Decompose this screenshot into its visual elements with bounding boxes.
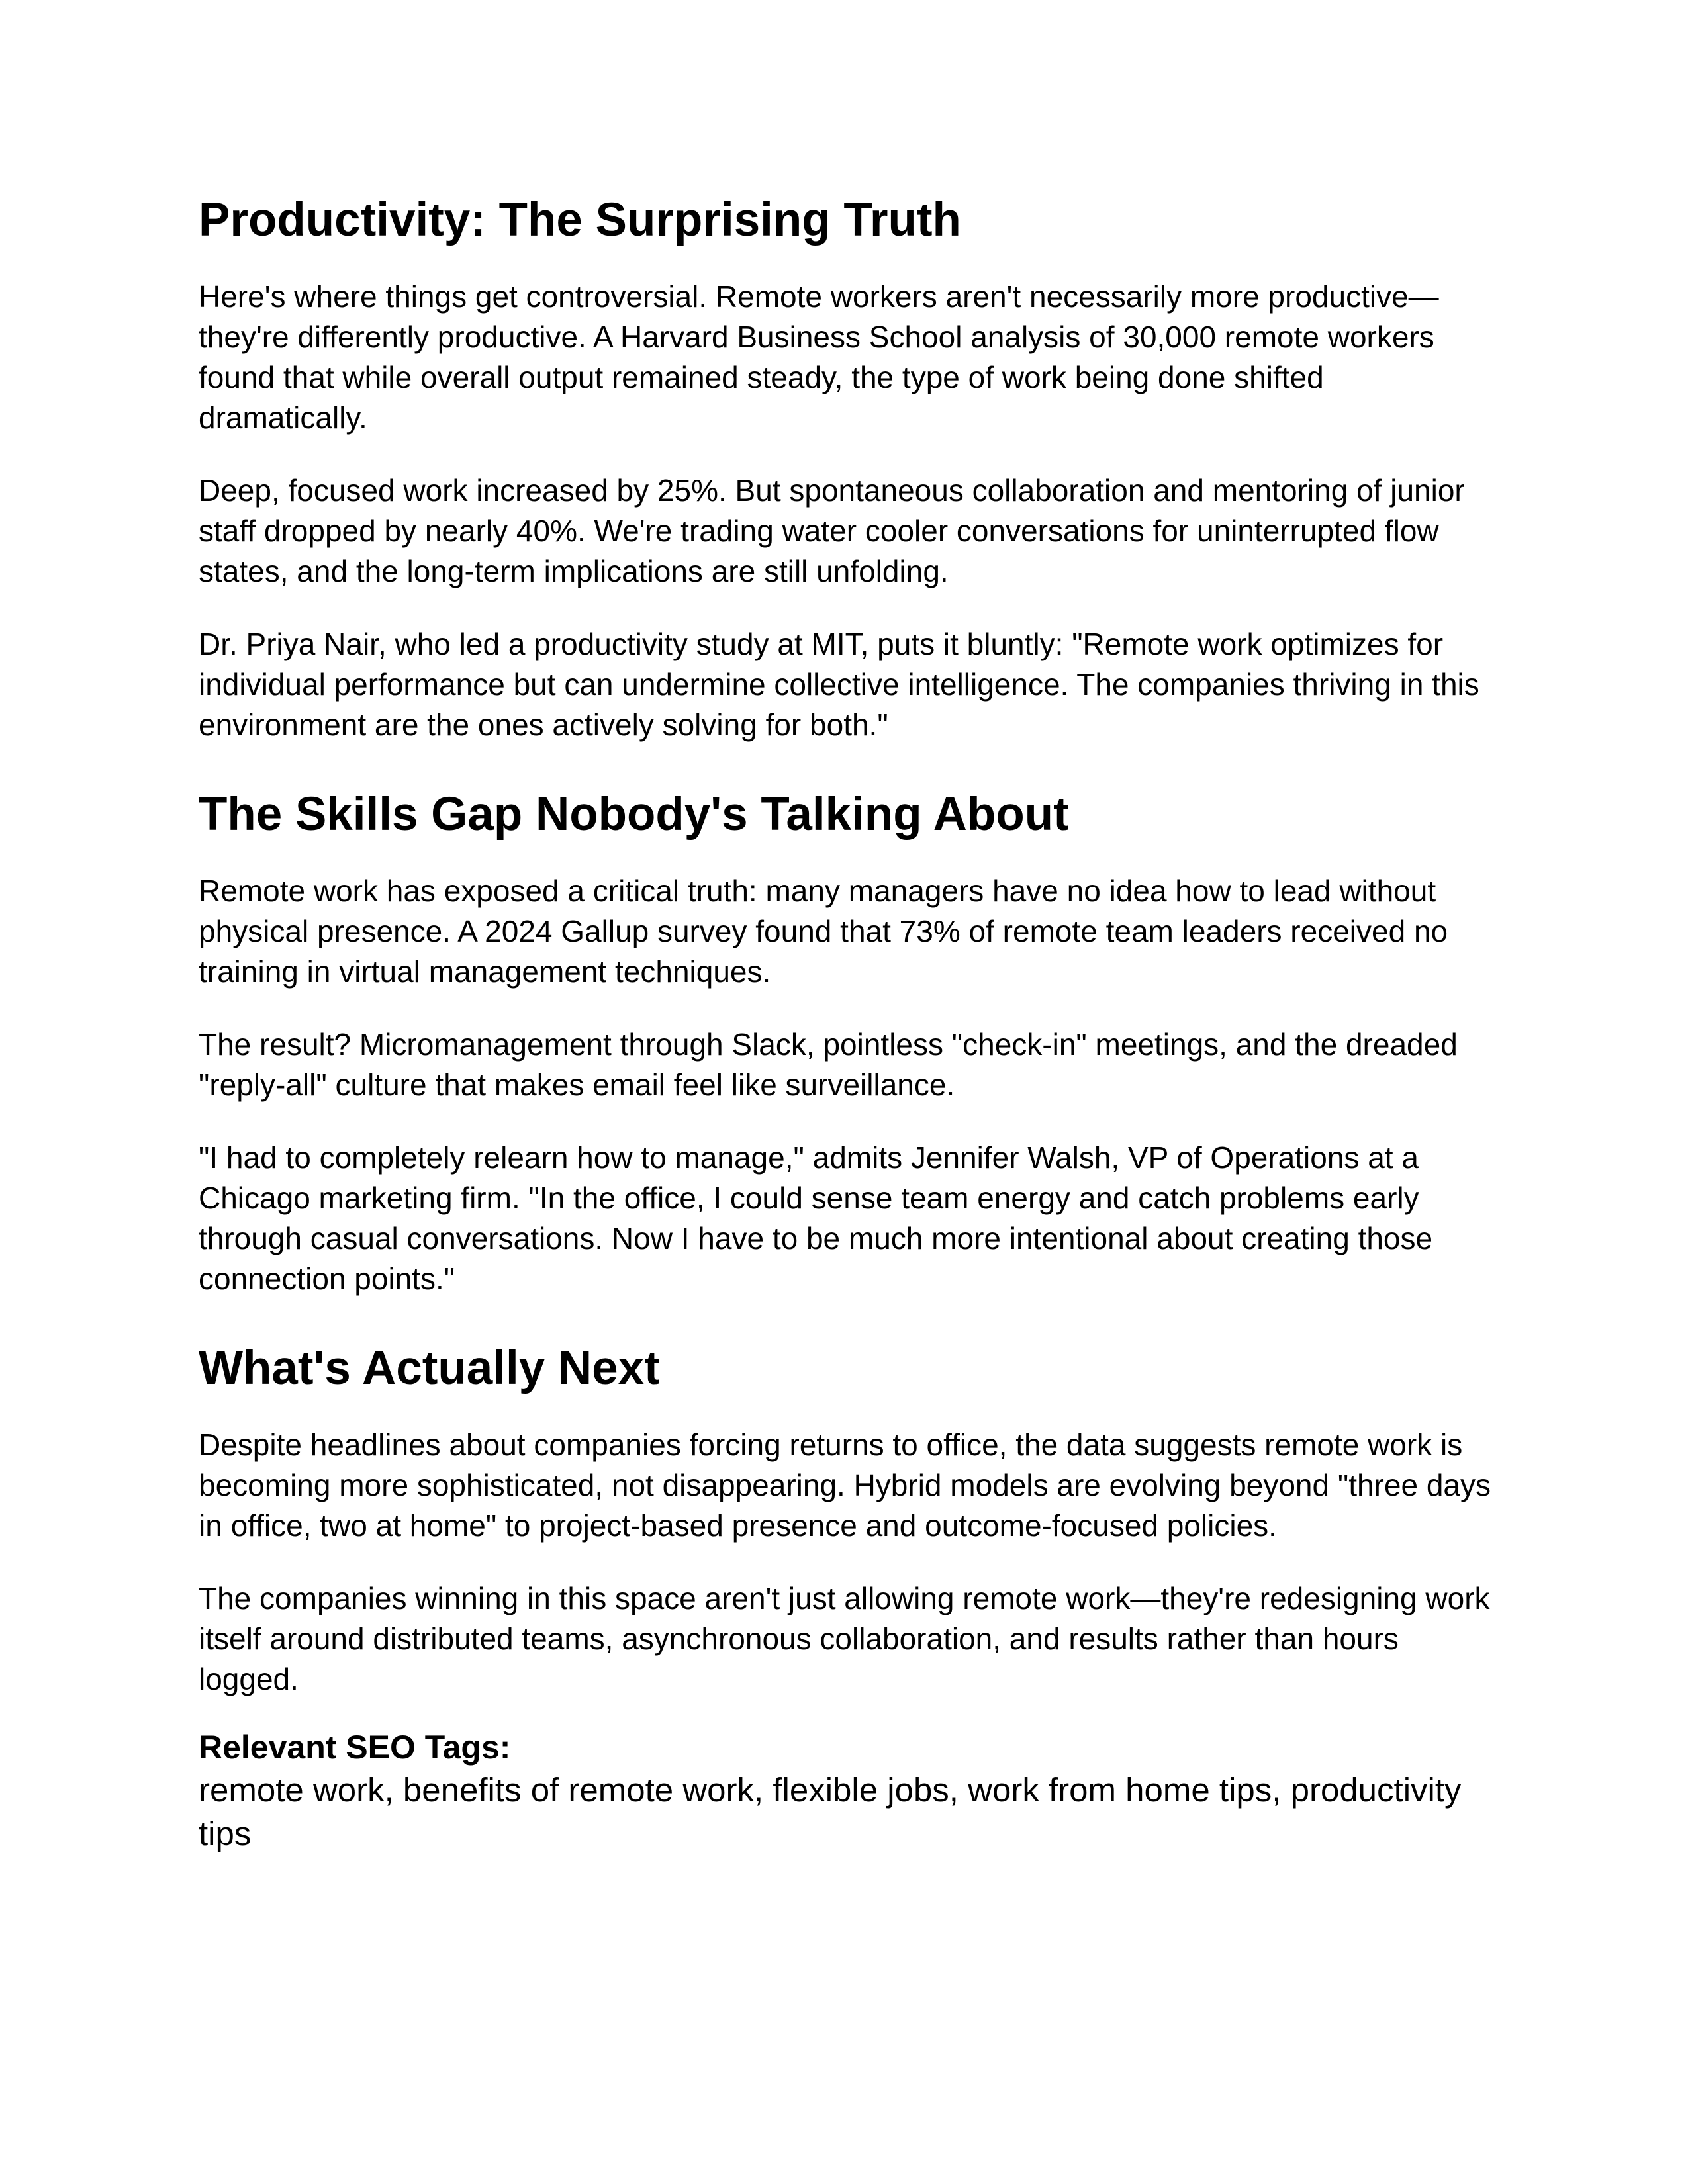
section-productivity bbox=[199, 192, 1496, 745]
paragraph: The result? Micromanagement through Slack, pointless "check-in" meetings, and the dreaded "reply-all" culture that makes email feel like surveillance. bbox=[199, 1027, 1458, 1102]
paragraph: Remote work has exposed a critical truth: many managers have no idea how to lead without physical presence. A 2024 Gallup survey found that 73% of remote team leaders received no training in virtual management techniques. bbox=[199, 874, 1448, 989]
paragraph: "I had to completely relearn how to manage," admits Jennifer Walsh, VP of Operations at a Chicago marketing firm. "In the office, I could sense team energy and catch problems early through casual conversations. Now I have to be much more intentional about creating those connection points." bbox=[199, 1140, 1433, 1296]
seo-tags-label: Relevant SEO Tags: bbox=[199, 1729, 511, 1766]
section-heading: The Skills Gap Nobody's Talking About bbox=[199, 788, 1069, 841]
section-skills-gap bbox=[199, 786, 1496, 1299]
paragraph: Despite headlines about companies forcing returns to office, the data suggests remote work is becoming more sophisticated, not disappearing. Hybrid models are evolving beyond "three days in office, two at home" to project-based presence and outcome-focused policies. bbox=[199, 1428, 1491, 1543]
seo-tags-list: remote work, benefits of remote work, flexible jobs, work from home tips, productivity tips bbox=[199, 1771, 1462, 1852]
paragraph: Deep, focused work increased by 25%. But spontaneous collaboration and mentoring of junior staff dropped by nearly 40%. We're trading water cooler conversations for uninterrupted flow states, and the long-term implications are still unfolding. bbox=[199, 473, 1465, 588]
paragraph: Dr. Priya Nair, who led a productivity study at MIT, puts it bluntly: "Remote work optimizes for individual performance but can undermine collective intelligence. The companies thriving in this environment are the ones actively solving for both." bbox=[199, 627, 1479, 742]
seo-section bbox=[199, 1726, 1496, 1856]
paragraph: Here's where things get controversial. Remote workers aren't necessarily more productive—they're differently productive. A Harvard Business School analysis of 30,000 remote workers found that while overall output remained steady, the type of work being done shifted dramatically. bbox=[199, 279, 1439, 435]
document-page bbox=[199, 192, 1496, 1856]
section-whats-next bbox=[199, 1340, 1496, 1700]
section-heading: Productivity: The Surprising Truth bbox=[199, 194, 961, 246]
paragraph: The companies winning in this space aren't just allowing remote work—they're redesigning work itself around distributed teams, asynchronous collaboration, and results rather than hours logged. bbox=[199, 1581, 1490, 1696]
section-heading: What's Actually Next bbox=[199, 1342, 660, 1394]
